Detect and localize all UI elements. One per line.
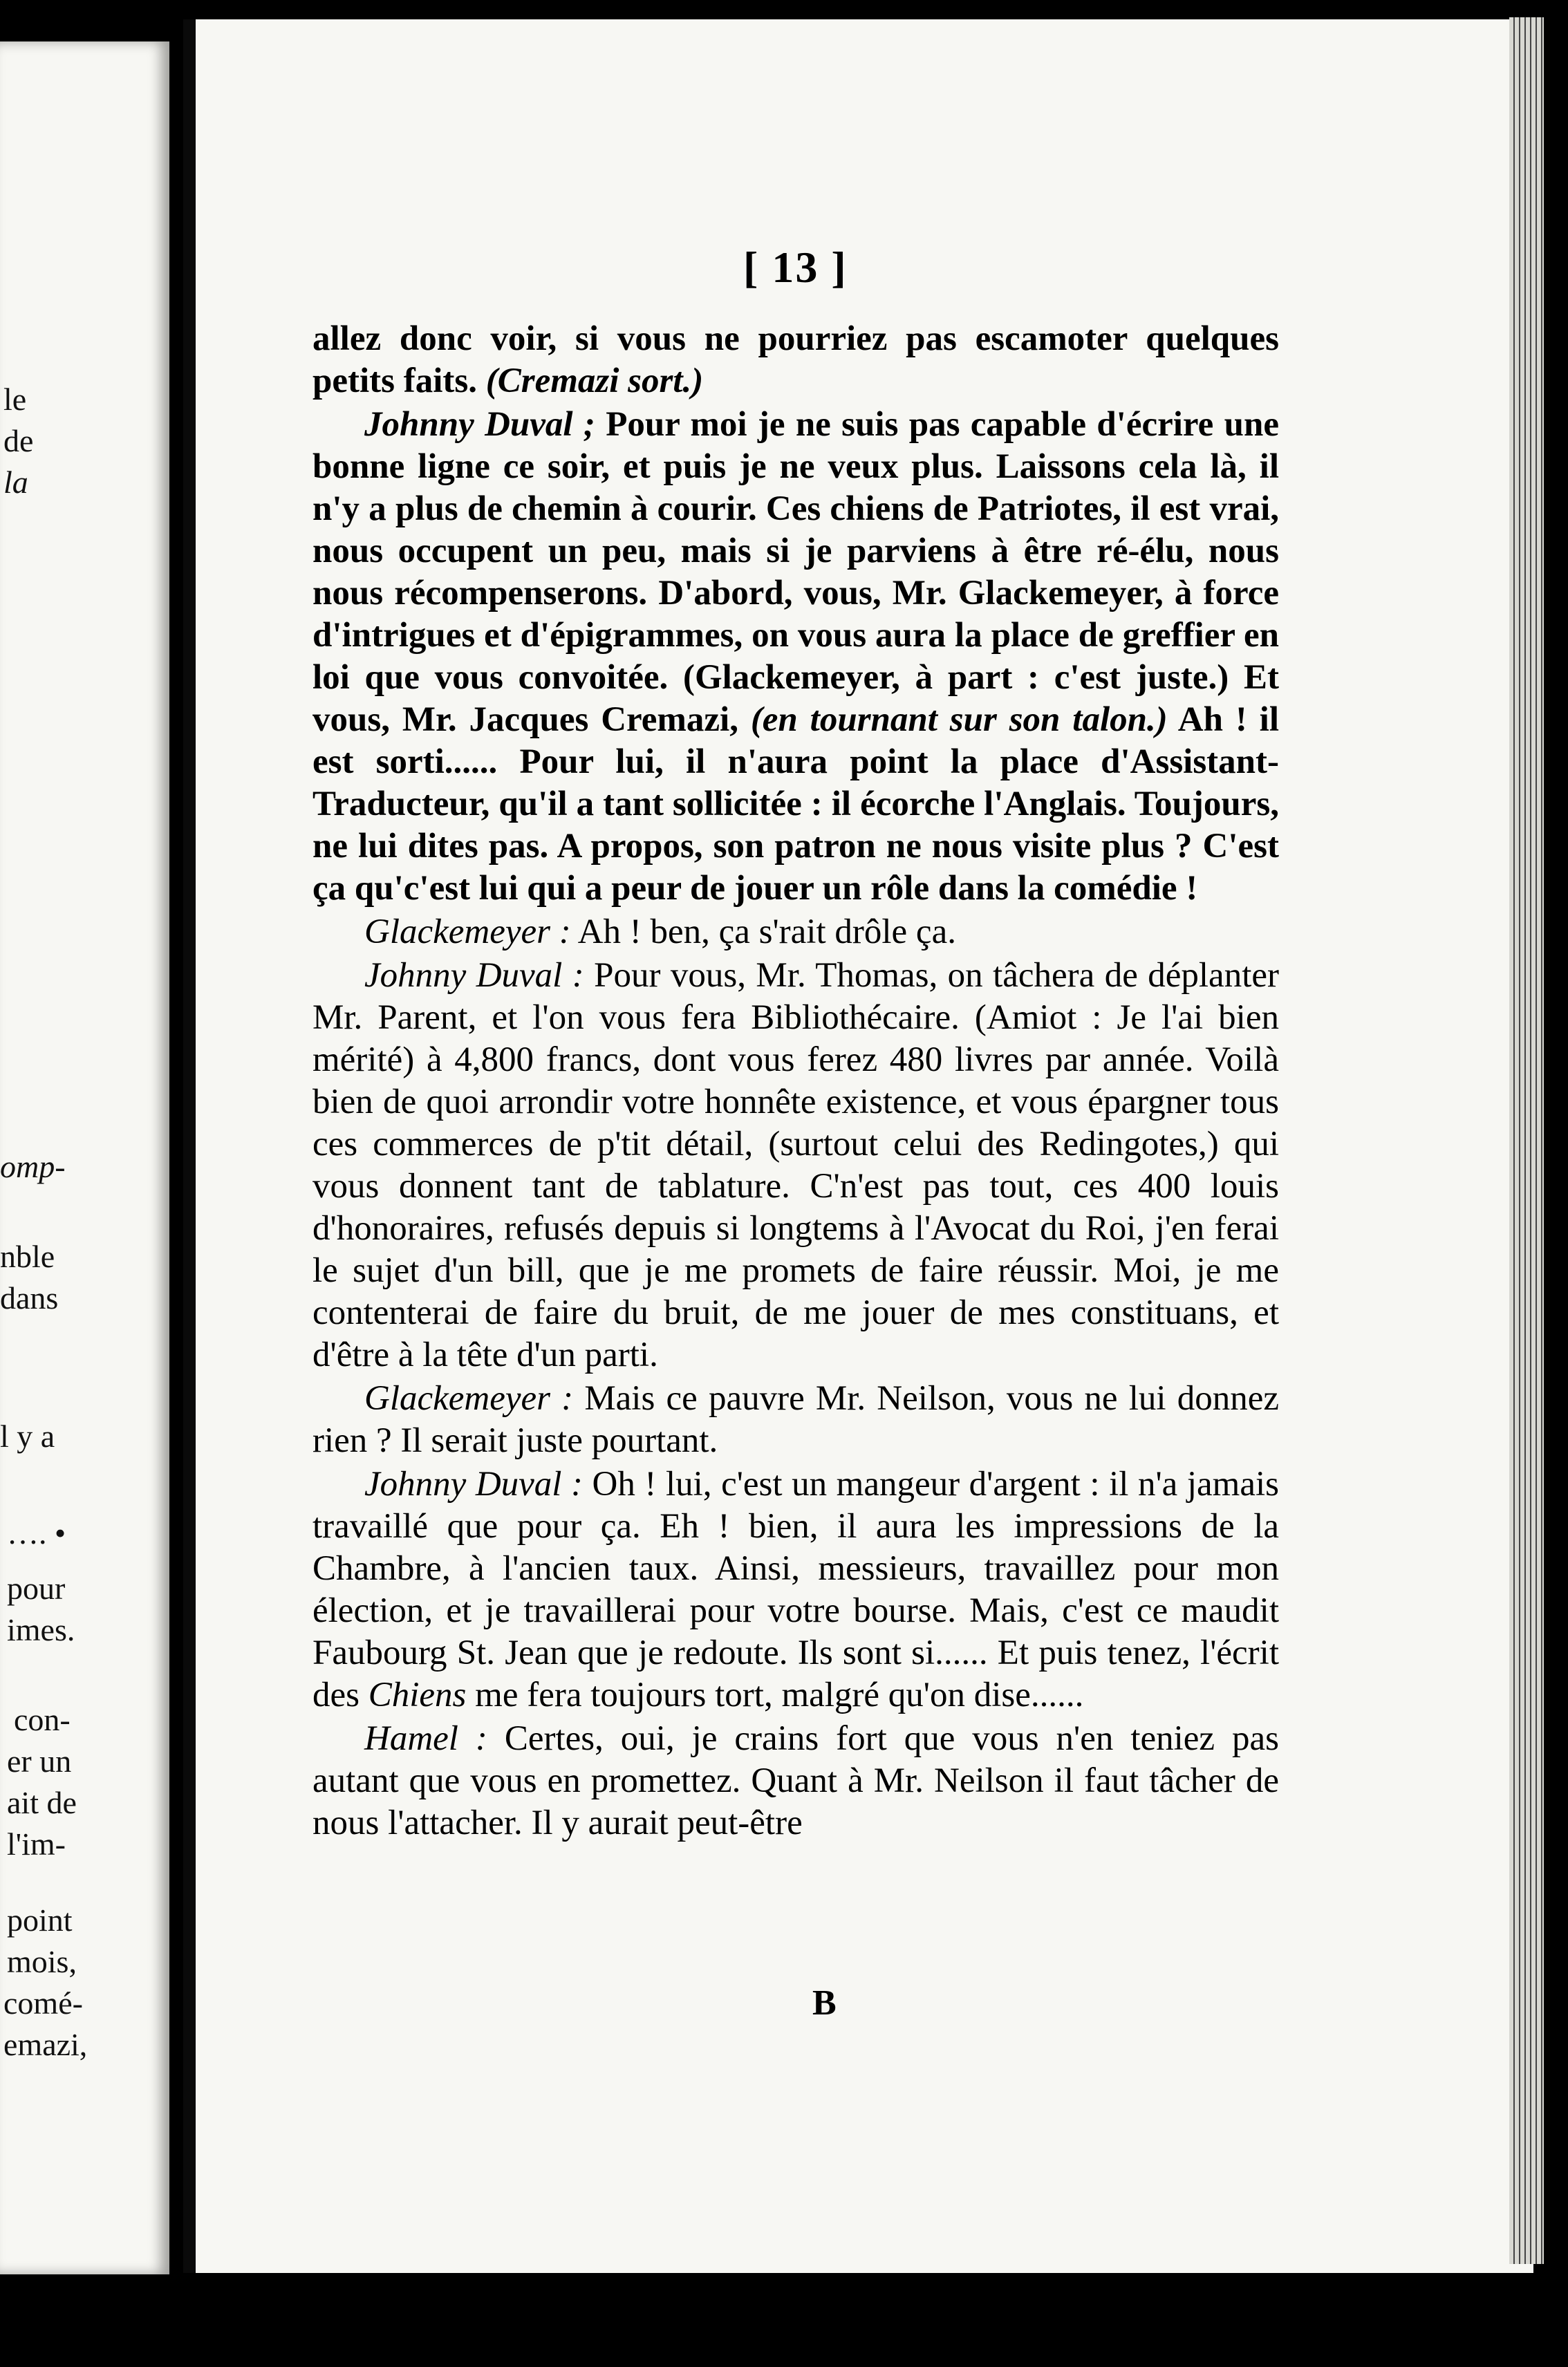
signature-mark: B bbox=[812, 1983, 837, 2023]
fragment: comé- bbox=[3, 1985, 83, 2021]
speaker-name: Glackemeyer : bbox=[364, 913, 571, 951]
paragraph bbox=[312, 318, 1279, 402]
paragraph bbox=[312, 1718, 1279, 1844]
paragraph bbox=[312, 1378, 1279, 1462]
fragment: le bbox=[3, 382, 27, 417]
stage-direction: (en tournant sur son talon.) bbox=[750, 700, 1168, 739]
page-edges bbox=[1509, 17, 1544, 2264]
dialogue-text: Pour moi je ne suis pas capable d'écrire une bonne ligne ce soir, et puis je ne veux plus. Laissons cela là, il n'y a plus de chemin à courir. Ces chiens de Patriotes, il est vrai, nous occupent un peu, mais si je parviens à être ré-élu, nous nous récompenserons. D'abord, vous, Mr. Glackemeyer, à force d'intrigues et d'épigrammes, on vous aura la place de greffier en loi que vous convoitée. (Glackemeyer, à part : c'est juste.) Et vous, Mr. Jacques Cremazi, bbox=[312, 405, 1279, 739]
fragment: er un bbox=[7, 1743, 72, 1779]
left-page-text-fragments bbox=[0, 41, 169, 2274]
fragment: dans bbox=[0, 1280, 59, 1316]
paragraph bbox=[312, 911, 1279, 953]
fragment: de bbox=[3, 423, 34, 458]
speaker-name: Hamel : bbox=[364, 1719, 487, 1758]
fragment: emazi, bbox=[3, 2027, 88, 2062]
speaker-name: Johnny Duval ; bbox=[364, 405, 595, 444]
fragment: point bbox=[7, 1902, 73, 1938]
stage-direction: Chiens bbox=[368, 1676, 467, 1714]
fragment: …. • bbox=[7, 1515, 66, 1551]
dialogue-text: me fera toujours tort, malgré qu'on dise...... bbox=[466, 1676, 1084, 1714]
dialogue-text: Ah ! ben, ça s'rait drôle ça. bbox=[570, 913, 956, 951]
fragment: omp- bbox=[0, 1149, 66, 1184]
fragment: l'im- bbox=[7, 1826, 66, 1862]
dialogue-text: allez donc voir, si vous ne pourriez pas escamoter quelques petits faits. bbox=[312, 319, 1279, 400]
fragment: nble bbox=[0, 1239, 55, 1274]
dialogue-text: Certes, oui, je crains fort que vous n'en teniez pas autant que vous en promettez. Quant à Mr. Neilson il faut tâcher de nous l'attacher. Il y aurait peut-être bbox=[312, 1719, 1279, 1842]
fragment: ait de bbox=[7, 1785, 77, 1820]
dialogue-text: Mais ce pauvre Mr. Neilson, vous ne lui donnez rien ? Il serait juste pourtant. bbox=[312, 1379, 1279, 1460]
left-page-edge bbox=[0, 41, 169, 2274]
page-body bbox=[312, 318, 1279, 1844]
dialogue-text: Ah ! il est sorti...... Pour lui, il n'aura point la place d'Assistant-Traducteur, qu'il a tant sollicitée : il écorche l'Anglais. Toujours, ne lui dites pas. A propos, son patron ne nous visite plus ? C'est ça qu'c'est lui qui a peur de jouer un rôle dans la comédie ! bbox=[312, 700, 1279, 908]
dialogue-text: Oh ! lui, c'est un mangeur d'argent : il n'a jamais travaillé que pour ça. Eh ! bien, il aura les impressions de la Chambre, à l'ancien taux. Ainsi, messieurs, travaillez pour mon élection, et je travaillerai pour votre bourse. Mais, c'est ce maudit Faubourg St. Jean que je redoute. Ils sont si...... Et puis tenez, l'écrit des bbox=[312, 1465, 1279, 1714]
fragment: con- bbox=[14, 1702, 71, 1737]
paragraph bbox=[312, 1463, 1279, 1716]
fragment: imes. bbox=[7, 1612, 75, 1647]
fragment: pour bbox=[7, 1571, 66, 1606]
speaker-name: Johnny Duval : bbox=[364, 956, 584, 995]
fragment: l y a bbox=[0, 1419, 55, 1454]
dialogue-text: Pour vous, Mr. Thomas, on tâchera de déplanter Mr. Parent, et l'on vous fera Bibliothécaire. (Amiot : Je l'ai bien mérité) à 4,800 francs, dont vous ferez 480 livres par année. Voilà bien de quoi arrondir votre honnête existence, et vous épargner tous ces commerces de p'tit détail, (surtout celui des Redingotes,) qui vous donnent tant de tablature. C'n'est pas tout, ces 400 louis d'honoraires, refusés depuis si longtems à l'Avocat du Roi, j'en ferai le sujet d'un bill, que je me promets de faire réussir. Moi, je me contenterai de faire du bruit, de me jouer de mes constituans, et d'être à la tête d'un parti. bbox=[312, 956, 1279, 1374]
paragraph bbox=[312, 955, 1279, 1376]
page-number: [ 13 ] bbox=[743, 243, 848, 292]
speaker-name: Johnny Duval : bbox=[364, 1465, 583, 1504]
paragraph bbox=[312, 404, 1279, 910]
fragment: mois, bbox=[7, 1944, 77, 1979]
stage-direction: (Cremazi sort.) bbox=[485, 362, 704, 400]
speaker-name: Glackemeyer : bbox=[364, 1379, 574, 1418]
fragment: la bbox=[3, 465, 28, 500]
